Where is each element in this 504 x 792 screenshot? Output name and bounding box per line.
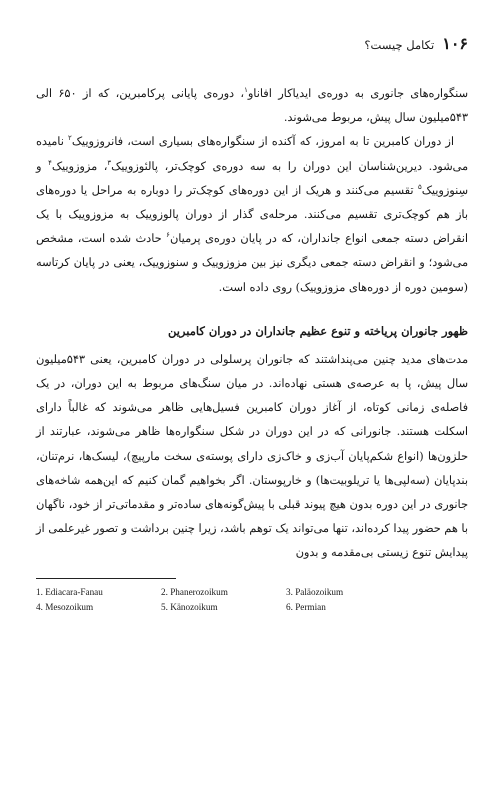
paragraph-text: حادث شده است، مشخص می‌شود؛ و انقراض دسته جمعی دیگری نیز بین مزوزوییک و سنوزوییک، یعنی در پایان کرتاسه (سومین دوره از دوره‌های مزوزوییک) روی داده است.	[36, 232, 468, 294]
paragraph-text: نامیده می‌شود. دیرین‌شناسان این دوران را به سه دوره‌ی کوچک‌تر، پالئوزوییک	[36, 135, 469, 173]
body-text	[36, 82, 468, 300]
chapter-title: تکامل چیست؟	[364, 38, 435, 52]
footnote-6: 6. Permian	[286, 601, 326, 612]
paragraph-text: و سِنوزوییک	[36, 159, 468, 197]
paragraph-text: تقسیم می‌کنند و هریک از این دوره‌های کوچک‌تر را دوباره به مراحل یا دوره‌های باز هم کوچک‌تری تقسیم می‌کنند. مرحله‌ی گذار از دوران پالوزوییک به مزوزوییک با یک انقراض دسته جمعی انواع جانداران، که در پایان دوره‌ی پرمیان	[36, 183, 468, 246]
paragraph-text: ، مزوزوییک	[51, 159, 108, 173]
footnote-5: 5. Känozoikum	[161, 601, 218, 612]
paragraph-2	[36, 130, 468, 299]
footnote-marker-5: ۵	[417, 183, 422, 192]
paragraph-3: مدت‌های مدید چنین می‌پنداشتند که جانوران پرسلولی در دوران کامبرین، یعنی ۵۴۳میلیون سال پیش، پا به عرصه‌ی هستی نهاده‌اند. در میان سنگ‌های مربوط به این دوران، در یک فاصله‌ی زمانی کوتاه، از آغاز دوران کامبرین فسیل‌هایی ظاهر می‌شوند که غالباً دارای اسکلت هستند. جانورانی که در این دوران در شکل سنگواره‌ها ظاهر می‌شوند، عبارتند از حلزون‌ها (انواع شکم‌پایان آب‌زی و خاک‌زی دارای پوسته‌ی سخت مارپیچ)، لیسک‌ها، نرم‌تنان، بندپایان (سه‌لپی‌ها یا تریلوبیت‌ها) و خارپوستان. اگر بخواهیم گمان کنیم که این‌همه شاخه‌های جانوری در این دوره بدون هیچ پیوند قبلی با پیش‌گونه‌های ساده‌تر و مقدماتی‌تر از خود، ناگهان با هم حضور پیدا کرده‌اند، تنها می‌تواند یک توهم باشد، زیرا چنین برداشت و تصور غیرعلمی از پیدایش تنوع زیستی بی‌مقدمه و بدون	[36, 352, 468, 560]
footnote-row	[36, 600, 468, 615]
footnote-1: 1. Ediacara-Fanau	[36, 586, 103, 597]
footnote-4: 4. Mesozoikum	[36, 601, 94, 612]
running-head	[36, 34, 468, 60]
footnote-marker-3: ۳	[107, 158, 112, 167]
paragraph-text: ، دوره‌ی پایانی پرکامبرین، که از ۶۵۰ الی ۵۴۳میلیون سال پیش، مربوط می‌شوند.	[36, 87, 468, 125]
paragraph-text: از دوران کامبرین تا به امروز، که آکنده از سنگواره‌های بسیاری است، فانروزوییک	[71, 135, 454, 149]
footnote-marker-2: ۲	[68, 134, 72, 143]
footnote-3: 3. Paläozoikum	[286, 586, 344, 597]
paragraph-text: سنگواره‌های جانوری به دوره‌ی ایدیاکار افاناو	[247, 87, 468, 100]
footnote-row	[36, 585, 468, 600]
footnote-marker-4: ۴	[48, 158, 52, 167]
section-body	[36, 348, 468, 566]
footnote-divider	[36, 578, 176, 579]
footnote-marker-1: ۱	[244, 86, 248, 95]
page-number: ۱۰۶	[442, 34, 468, 53]
footnote-marker-6: ۶	[166, 231, 170, 240]
section-heading: ظهور جانوران پریاخته و تنوع عظیم جانداران در دوران کامبرین	[167, 323, 468, 338]
footnote-2: 2. Phanerozoikum	[161, 586, 228, 597]
paragraph-1	[36, 82, 468, 130]
footnotes	[36, 585, 468, 615]
book-page	[36, 34, 468, 615]
